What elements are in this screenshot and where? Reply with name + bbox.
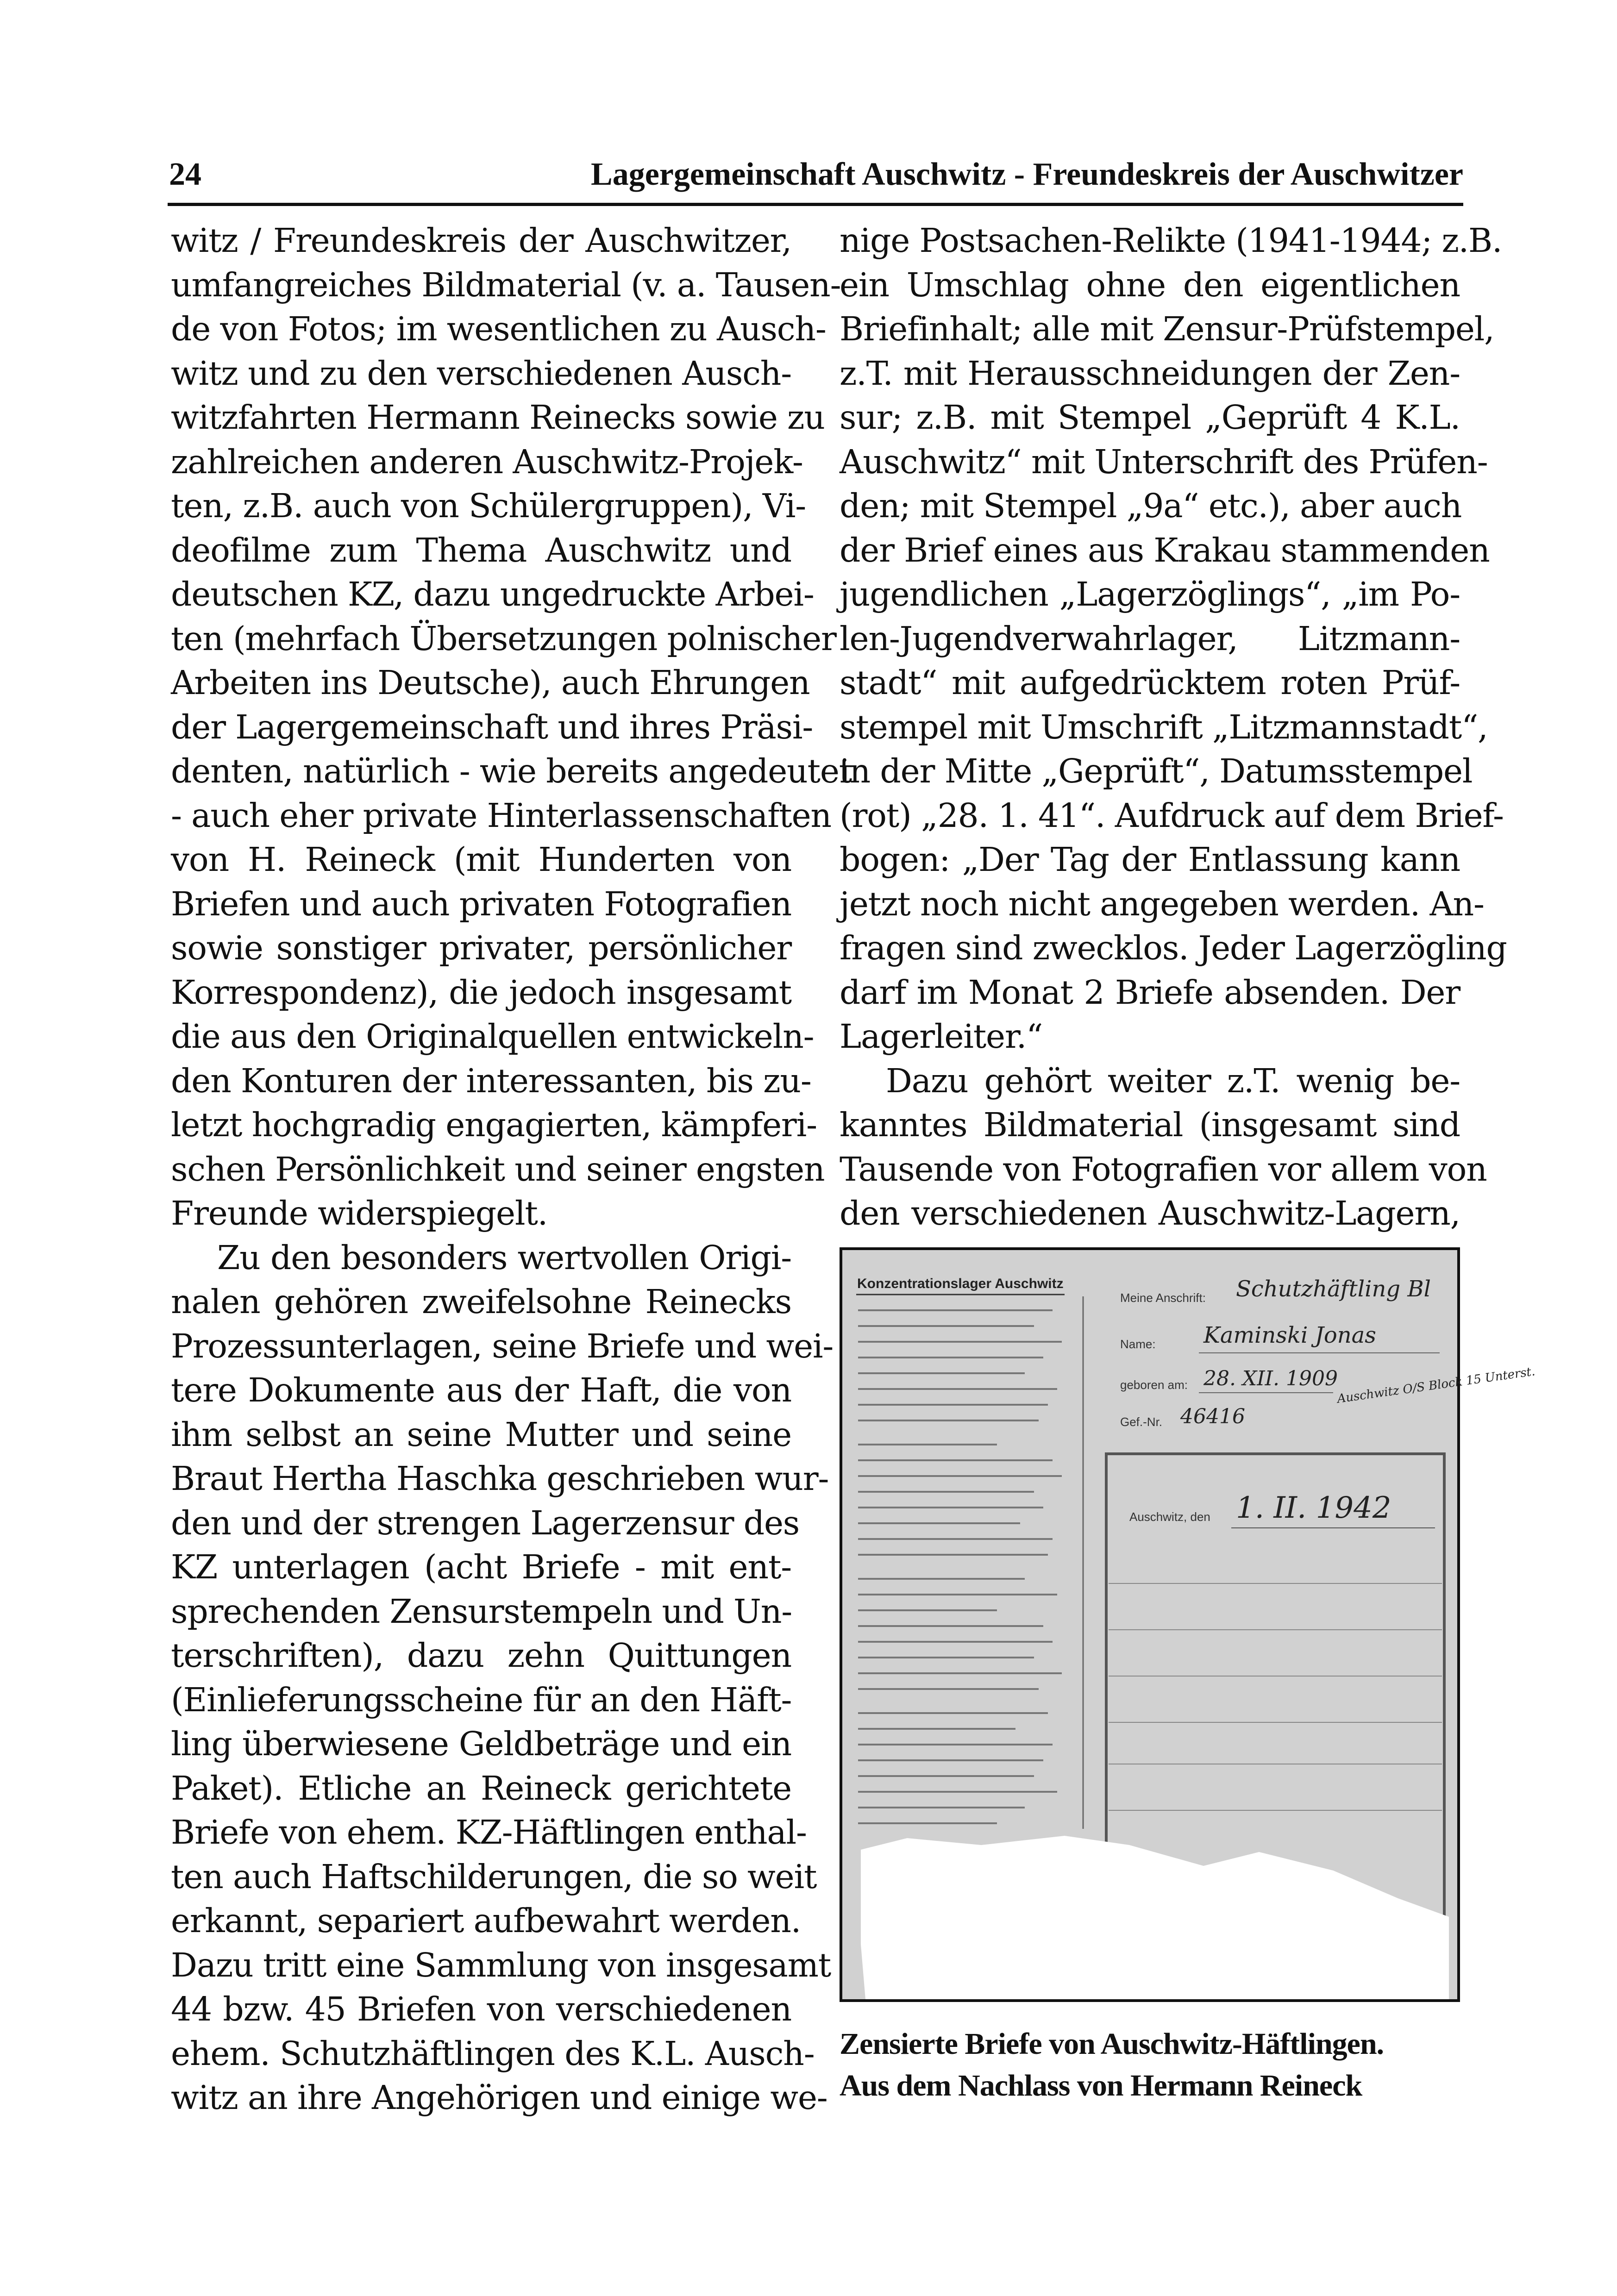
text-line: Briefinhalt; alle mit Zensur-Prüfstempel,: [840, 310, 1494, 348]
text-line: ling überwiesene Geldbeträge und ein: [171, 1725, 791, 1763]
text-line: Dazu tritt eine Sammlung von insgesamt: [171, 1946, 831, 1984]
text-line: Arbeiten ins Deutsche), auch Ehrungen: [171, 663, 810, 702]
text-line: den verschiedenen Auschwitz-Lagern,: [840, 1194, 1460, 1232]
text-line: den Konturen der interessanten, bis zu-: [171, 1061, 811, 1100]
text-line: (rot) „28. 1. 41“. Aufdruck auf dem Brief-: [840, 796, 1504, 835]
text-line: in der Mitte „Geprüft“, Datumsstempel: [840, 752, 1473, 790]
text-line: Freunde widerspiegelt.: [171, 1194, 548, 1232]
text-line: darf im Monat 2 Briefe absenden. Der: [840, 973, 1460, 1012]
text-line: Lagerleiter.“: [840, 1017, 1043, 1056]
text-line: len-Jugendverwahrlager, Litzmann-: [840, 619, 1460, 658]
figure-caption: [840, 2023, 1488, 2107]
text-line: ein Umschlag ohne den eigentlichen: [840, 265, 1460, 304]
text-line: terschriften), dazu zehn Quittungen: [171, 1636, 791, 1675]
header-rule: [168, 203, 1463, 206]
text-line: Briefen und auch privaten Fotografien: [171, 884, 791, 923]
caption-line-2: Aus dem Nachlass von Hermann Reineck: [840, 2069, 1362, 2102]
text-line: (Einlieferungsscheine für an den Häft-: [171, 1680, 792, 1719]
handwriting-born: 28. XII. 1909: [1203, 1367, 1338, 1390]
text-line: tere Dokumente aus der Haft, die von: [171, 1371, 791, 1409]
handwriting-date: 1. II. 1942: [1236, 1491, 1391, 1525]
text-line: schen Persönlichkeit und seiner engsten: [171, 1150, 825, 1189]
text-line: den und der strengen Lagerzensur des: [171, 1503, 800, 1542]
text-line: witz / Freundeskreis der Auschwitzer,: [171, 221, 791, 260]
text-line: ten auch Haftschilderungen, die so weit: [171, 1857, 817, 1896]
text-line: bogen: „Der Tag der Entlassung kann: [840, 840, 1460, 879]
text-line: Dazu gehört weiter z.T. wenig be-: [886, 1061, 1460, 1100]
text-line: deutschen KZ, dazu ungedruckte Arbei-: [171, 575, 814, 613]
text-line: der Lagergemeinschaft und ihres Präsi-: [171, 707, 813, 746]
field-label-address: Meine Anschrift:: [1120, 1291, 1206, 1305]
text-line: die aus den Originalquellen entwickeln-: [171, 1017, 814, 1056]
running-head: Lagergemeinschaft Auschwitz - Freundeskreis der Auschwitzer: [591, 156, 1463, 192]
text-line: Zu den besonders wertvollen Origi-: [217, 1238, 791, 1277]
text-line: witz an ihre Angehörigen und einige we-: [171, 2078, 827, 2117]
form-title: Konzentrationslager Auschwitz: [857, 1276, 1064, 1291]
text-line: deofilme zum Thema Auschwitz und: [171, 531, 791, 569]
text-line: letzt hochgradig engagierten, kämpferi-: [171, 1106, 817, 1144]
text-line: jetzt noch nicht angegeben werden. An-: [840, 884, 1484, 923]
field-label-born: geboren am:: [1120, 1378, 1188, 1392]
text-line: Briefe von ehem. KZ-Häftlingen enthal-: [171, 1813, 807, 1852]
text-line: nige Postsachen-Relikte (1941-1944; z.B.: [840, 221, 1502, 260]
text-line: ten (mehrfach Übersetzungen polnischer: [171, 619, 836, 658]
handwriting-name: Kaminski Jonas: [1203, 1322, 1376, 1348]
text-line: ten, z.B. auch von Schülergruppen), Vi-: [171, 487, 806, 525]
figure-photo: [840, 1247, 1536, 2002]
text-line: 44 bzw. 45 Briefen von verschiedenen: [171, 1990, 791, 2028]
text-line: jugendlichen „Lagerzöglings“, „im Po-: [840, 575, 1460, 613]
text-line: stadt“ mit aufgedrücktem roten Prüf-: [840, 663, 1460, 702]
caption-line-1: Zensierte Briefe von Auschwitz-Häftlingen.: [840, 2027, 1384, 2061]
text-line: der Brief eines aus Krakau stammenden: [840, 531, 1490, 569]
text-line: erkannt, separiert aufbewahrt werden.: [171, 1902, 801, 1940]
form-scan: [842, 1250, 1536, 1999]
text-line: ehem. Schutzhäftlingen des K.L. Ausch-: [171, 2034, 815, 2073]
text-line: ihm selbst an seine Mutter und seine: [171, 1415, 791, 1454]
text-line: de von Fotos; im wesentlichen zu Ausch-: [171, 310, 826, 348]
text-line: witzfahrten Hermann Reinecks sowie zu: [171, 398, 825, 437]
handwriting-address: Schutzhäftling Bl: [1236, 1276, 1431, 1302]
text-line: denten, natürlich - wie bereits angedeutet: [171, 752, 852, 790]
text-line: umfangreiches Bildmaterial (v. a. Tausen-: [171, 265, 841, 304]
text-line: Auschwitz“ mit Unterschrift des Prüfen-: [840, 442, 1488, 481]
text-line: den; mit Stempel „9a“ etc.), aber auch: [840, 487, 1462, 525]
text-line: Tausende von Fotografien vor allem von: [840, 1150, 1487, 1189]
field-label-name: Name:: [1120, 1337, 1156, 1351]
text-line: - auch eher private Hinterlassenschaften: [171, 796, 831, 835]
text-line: z.T. mit Herausschneidungen der Zen-: [840, 354, 1460, 393]
text-line: sur; z.B. mit Stempel „Geprüft 4 K.L.: [840, 398, 1460, 437]
text-line: nalen gehören zweifelsohne Reinecks: [171, 1283, 791, 1321]
text-line: sowie sonstiger privater, persönlicher: [171, 929, 791, 967]
text-line: kanntes Bildmaterial (insgesamt sind: [840, 1106, 1460, 1144]
text-line: witz und zu den verschiedenen Ausch-: [171, 354, 791, 393]
text-line: Korrespondenz), die jedoch insgesamt: [171, 973, 791, 1012]
field-label-date: Auschwitz, den: [1129, 1510, 1210, 1524]
right-column: [840, 219, 1507, 1236]
handwritten-note: Auschwitz O/S Block 15 Unterst.: [1336, 1364, 1536, 1406]
text-line: sprechenden Zensurstempeln und Un-: [171, 1592, 792, 1631]
text-line: von H. Reineck (mit Hunderten von: [171, 840, 791, 879]
left-column: [171, 219, 852, 2120]
text-line: Paket). Etliche an Reineck gerichtete: [171, 1769, 791, 1808]
text-line: Prozessunterlagen, seine Briefe und wei-: [171, 1326, 834, 1365]
text-line: fragen sind zwecklos. Jeder Lagerzögling: [840, 929, 1507, 967]
text-line: zahlreichen anderen Auschwitz-Projek-: [171, 442, 803, 481]
handwriting-number: 46416: [1180, 1405, 1245, 1428]
text-line: Braut Hertha Haschka geschrieben wur-: [171, 1459, 829, 1498]
field-label-number: Gef.-Nr.: [1120, 1415, 1163, 1429]
page-number: 24: [169, 156, 201, 192]
text-line: KZ unterlagen (acht Briefe - mit ent-: [171, 1548, 791, 1586]
text-line: stempel mit Umschrift „Litzmannstadt“,: [840, 707, 1488, 746]
